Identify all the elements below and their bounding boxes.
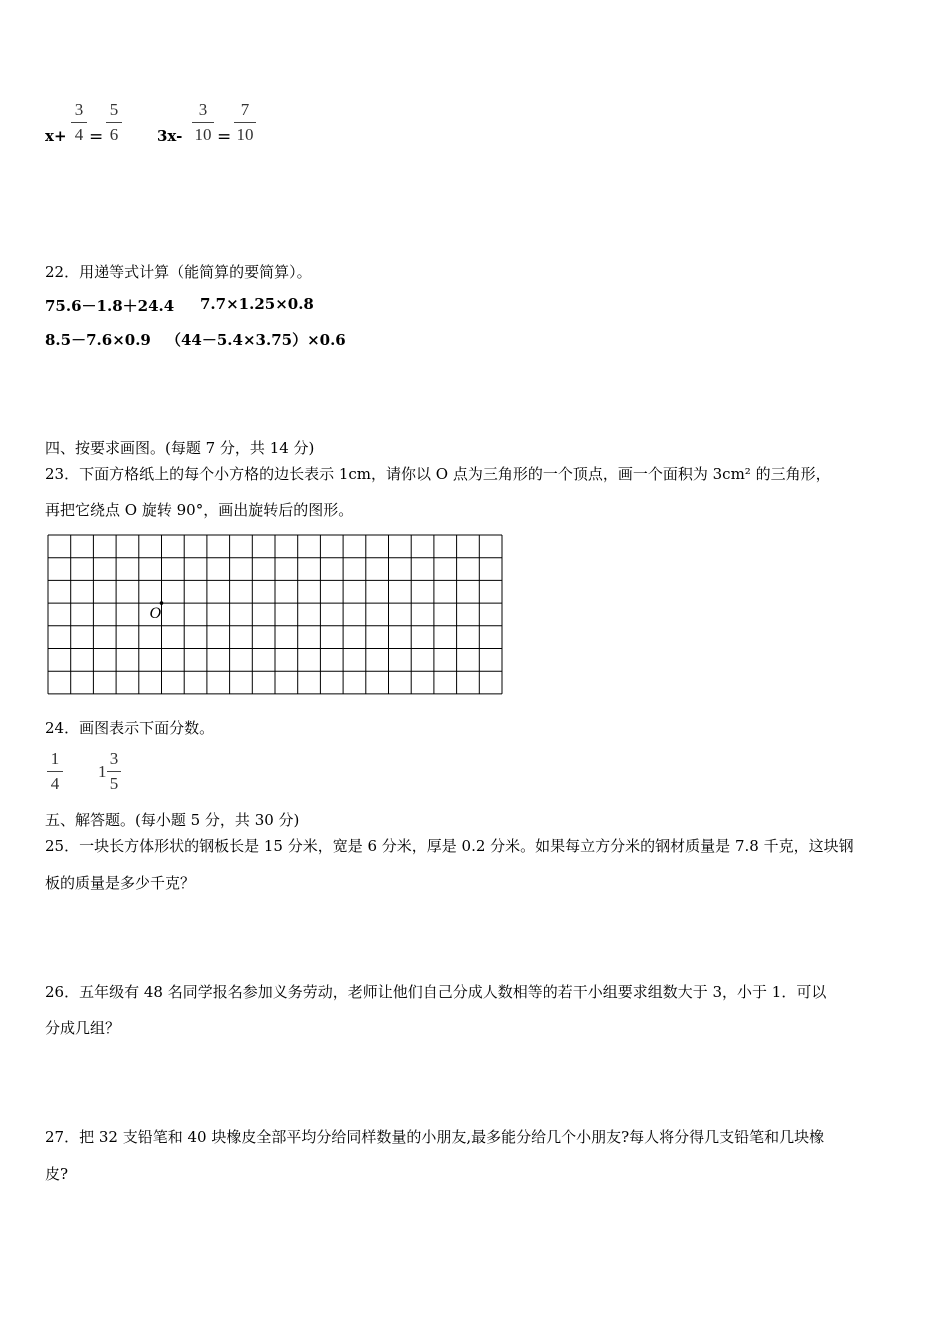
q22-expr-2: 7.7×1.25×0.8 [200,295,314,313]
point-o-label: O [149,605,162,623]
eq2-fraction-left: 3 10 [192,100,214,145]
section-5-heading: 五、解答题。(每小题 5 分，共 30 分) [45,811,300,829]
q22-expr-3: 8.5－7.6×0.9 [45,331,151,349]
q24-title: 24．画图表示下面分数。 [45,719,215,737]
q27-line-2: 皮? [45,1165,69,1183]
q24-fraction-1: 1 4 [47,749,63,794]
eq1-fraction-right: 5 6 [106,100,122,145]
square-grid [47,534,505,696]
eq1-equals: = [89,127,104,147]
q23-line-2: 再把它绕点 O 旋转 90°，画出旋转后的图形。 [45,501,354,519]
eq2-equals: = [217,127,232,147]
eq2-fraction-right: 7 10 [234,100,256,145]
q26-line-1: 26．五年级有 48 名同学报名参加义务劳动，老师让他们自己分成人数相等的若干小组要求组数大于 3，小于 1．可以 [45,983,827,1001]
eq2-variable: 3x- [157,127,183,145]
q25-line-1: 25．一块长方体形状的钢板长是 15 分米，宽是 6 分米，厚是 0.2 分米。如果每立方分米的钢材质量是 7.8 千克，这块钢 [45,837,854,855]
q27-line-1: 27．把 32 支铅笔和 40 块橡皮全部平均分给同样数量的小朋友,最多能分给几个小朋友?每人将分得几支铅笔和几块橡 [45,1128,825,1146]
q23-line-1: 23．下面方格纸上的每个小方格的边长表示 1cm，请你以 O 点为三角形的一个顶点，画一个面积为 3cm² 的三角形， [45,465,831,483]
eq1-variable: x+ [45,127,67,145]
q22-title: 22．用递等式计算（能简算的要简算）。 [45,263,312,281]
q24-fraction-2: 3 5 [107,749,121,794]
q26-line-2: 分成几组？ [45,1019,121,1037]
q22-expr-1: 75.6－1.8＋24.4 [45,297,175,315]
q25-line-2: 板的质量是多少千克？ [45,874,196,892]
q22-expr-4: （44－5.4×3.75）×0.6 [166,331,346,349]
section-4-heading: 四、按要求画图。(每题 7 分，共 14 分) [45,439,315,457]
q24-mixed-whole: 1 [98,762,107,781]
eq1-fraction-left: 3 4 [71,100,87,145]
